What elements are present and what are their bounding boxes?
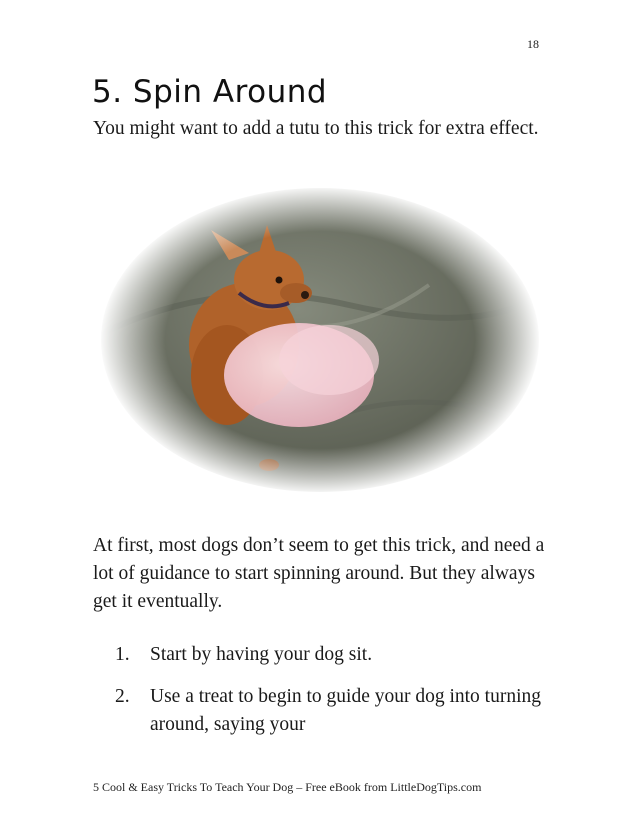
steps-list (93, 641, 553, 753)
step-number: 2. (115, 686, 130, 707)
step-text: Start by having your dog sit. (150, 644, 373, 665)
page-footer: 5 Cool & Easy Tricks To Teach Your Dog – Free eBook from LittleDogTips.com (93, 780, 482, 794)
body-paragraph: At first, most dogs don’t seem to get this trick, and need a lot of guidance to start spinning around. But they always get it eventually. (93, 535, 545, 612)
intro-paragraph: You might want to add a tutu to this trick for extra effect. (93, 118, 539, 139)
dog-tutu-image (99, 185, 541, 495)
step-number: 1. (115, 644, 130, 665)
dog-photo (99, 185, 541, 495)
step-text: Use a treat to begin to guide your dog into turning around, saying your (150, 686, 542, 735)
list-item (93, 683, 553, 739)
list-item (93, 641, 553, 669)
page-number: 18 (527, 37, 539, 51)
section-heading: 5. Spin Around (92, 74, 328, 110)
